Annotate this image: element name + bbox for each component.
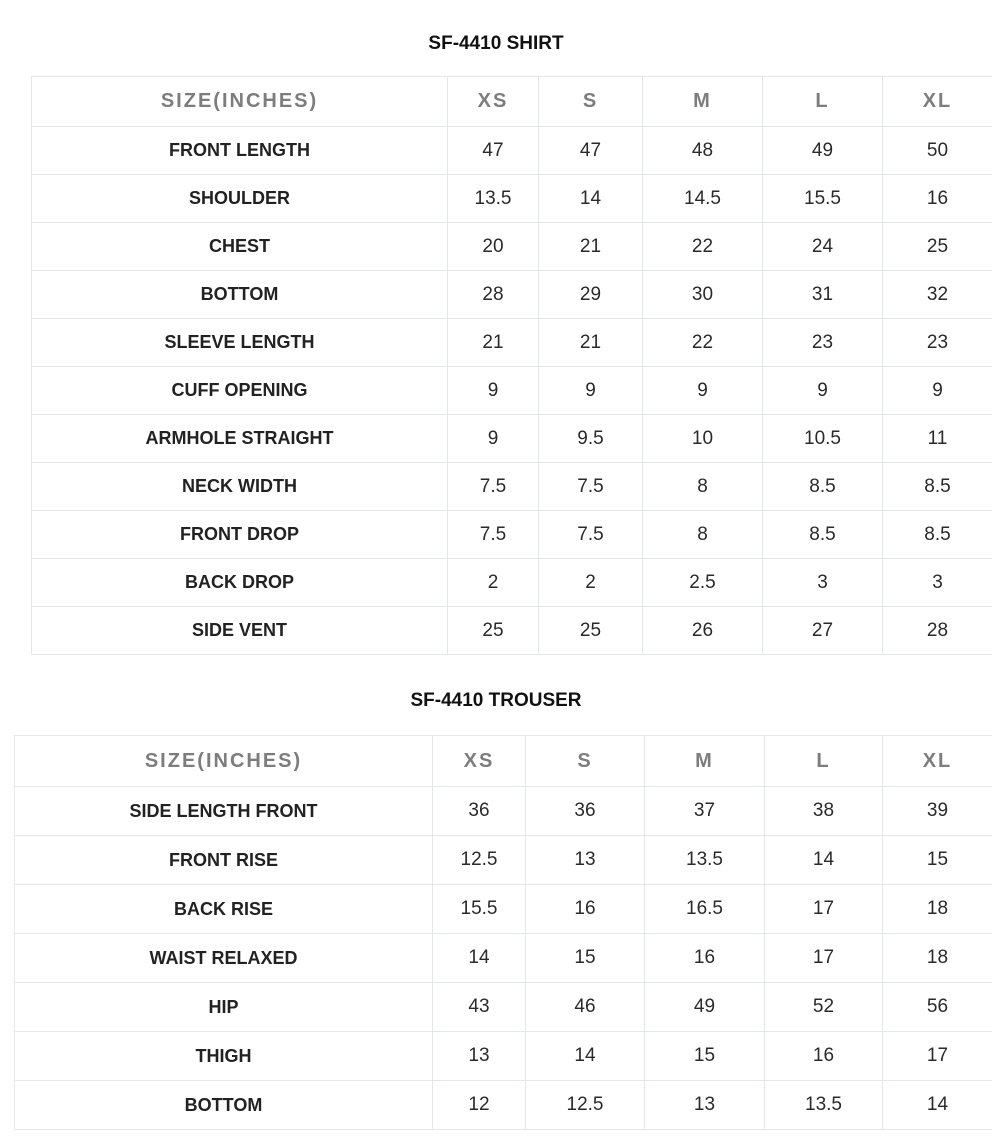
measurement-value: 9	[448, 367, 539, 415]
measurement-value: 21	[448, 319, 539, 367]
measurement-value: 43	[433, 983, 526, 1032]
measurement-value: 7.5	[448, 463, 539, 511]
measurement-value: 9	[643, 367, 763, 415]
measurement-value: 14	[526, 1032, 645, 1081]
measurement-value: 7.5	[448, 511, 539, 559]
measurement-label: NECK WIDTH	[32, 463, 448, 511]
measurement-value: 32	[883, 271, 992, 319]
size-column-header: SIZE(INCHES)	[32, 77, 448, 127]
measurement-value: 13.5	[645, 836, 765, 885]
measurement-value: 36	[433, 787, 526, 836]
measurement-value: 20	[448, 223, 539, 271]
measurement-value: 17	[765, 934, 883, 983]
measurement-value: 48	[643, 127, 763, 175]
measurement-value: 23	[883, 319, 992, 367]
measurement-value: 15	[883, 836, 992, 885]
measurement-value: 16	[645, 934, 765, 983]
table-row	[32, 559, 992, 607]
measurement-label: SHOULDER	[32, 175, 448, 223]
measurement-value: 28	[448, 271, 539, 319]
measurement-label: ARMHOLE STRAIGHT	[32, 415, 448, 463]
measurement-value: 14	[765, 836, 883, 885]
measurement-value: 16	[883, 175, 992, 223]
table-row	[15, 1081, 992, 1130]
table-row	[15, 934, 992, 983]
measurement-label: BOTTOM	[15, 1081, 433, 1130]
table-row	[15, 836, 992, 885]
measurement-value: 25	[448, 607, 539, 655]
measurement-label: HIP	[15, 983, 433, 1032]
size-header-l: L	[765, 736, 883, 787]
measurement-value: 14	[433, 934, 526, 983]
measurement-value: 29	[539, 271, 643, 319]
table-row	[32, 607, 992, 655]
measurement-value: 27	[763, 607, 883, 655]
trouser-size-table	[14, 735, 992, 1130]
measurement-value: 2	[448, 559, 539, 607]
table-row	[15, 885, 992, 934]
measurement-value: 37	[645, 787, 765, 836]
measurement-value: 47	[539, 127, 643, 175]
measurement-value: 31	[763, 271, 883, 319]
measurement-value: 18	[883, 934, 992, 983]
size-header-s: S	[526, 736, 645, 787]
measurement-value: 52	[765, 983, 883, 1032]
trouser-title: SF-4410 TROUSER	[410, 690, 582, 711]
trouser-header-row	[15, 736, 992, 787]
measurement-value: 18	[883, 885, 992, 934]
measurement-value: 14.5	[643, 175, 763, 223]
measurement-value: 10	[643, 415, 763, 463]
measurement-value: 21	[539, 223, 643, 271]
measurement-value: 30	[643, 271, 763, 319]
measurement-value: 8.5	[883, 463, 992, 511]
measurement-value: 12.5	[526, 1081, 645, 1130]
measurement-value: 26	[643, 607, 763, 655]
table-row	[32, 223, 992, 271]
measurement-value: 28	[883, 607, 992, 655]
measurement-label: FRONT RISE	[15, 836, 433, 885]
measurement-value: 3	[763, 559, 883, 607]
table-row	[15, 787, 992, 836]
table-row	[32, 367, 992, 415]
table-row	[32, 319, 992, 367]
table-row	[32, 415, 992, 463]
measurement-value: 14	[883, 1081, 992, 1130]
measurement-value: 13.5	[765, 1081, 883, 1130]
measurement-value: 47	[448, 127, 539, 175]
measurement-label: THIGH	[15, 1032, 433, 1081]
measurement-label: CUFF OPENING	[32, 367, 448, 415]
measurement-value: 22	[643, 319, 763, 367]
measurement-label: CHEST	[32, 223, 448, 271]
table-row	[32, 127, 992, 175]
shirt-header-row	[32, 77, 992, 127]
table-row	[32, 511, 992, 559]
measurement-value: 25	[883, 223, 992, 271]
measurement-label: SIDE VENT	[32, 607, 448, 655]
measurement-value: 17	[765, 885, 883, 934]
measurement-value: 7.5	[539, 511, 643, 559]
table-row	[32, 463, 992, 511]
measurement-value: 8	[643, 463, 763, 511]
size-column-header: SIZE(INCHES)	[15, 736, 433, 787]
measurement-value: 38	[765, 787, 883, 836]
measurement-value: 2.5	[643, 559, 763, 607]
measurement-value: 36	[526, 787, 645, 836]
measurement-value: 9	[883, 367, 992, 415]
measurement-value: 16	[765, 1032, 883, 1081]
measurement-value: 39	[883, 787, 992, 836]
measurement-value: 12	[433, 1081, 526, 1130]
size-header-m: M	[643, 77, 763, 127]
measurement-value: 24	[763, 223, 883, 271]
measurement-value: 22	[643, 223, 763, 271]
measurement-value: 13.5	[448, 175, 539, 223]
measurement-value: 9	[448, 415, 539, 463]
measurement-value: 13	[433, 1032, 526, 1081]
measurement-value: 8.5	[763, 463, 883, 511]
measurement-label: SIDE LENGTH FRONT	[15, 787, 433, 836]
table-row	[32, 175, 992, 223]
size-header-m: M	[645, 736, 765, 787]
measurement-value: 13	[526, 836, 645, 885]
measurement-label: SLEEVE LENGTH	[32, 319, 448, 367]
measurement-value: 16	[526, 885, 645, 934]
measurement-label: WAIST RELAXED	[15, 934, 433, 983]
measurement-value: 56	[883, 983, 992, 1032]
measurement-value: 21	[539, 319, 643, 367]
measurement-value: 8	[643, 511, 763, 559]
measurement-value: 15	[526, 934, 645, 983]
measurement-value: 14	[539, 175, 643, 223]
size-header-xs: XS	[448, 77, 539, 127]
measurement-value: 23	[763, 319, 883, 367]
measurement-value: 12.5	[433, 836, 526, 885]
measurement-value: 25	[539, 607, 643, 655]
measurement-value: 49	[763, 127, 883, 175]
measurement-label: BOTTOM	[32, 271, 448, 319]
measurement-value: 8.5	[883, 511, 992, 559]
measurement-value: 9.5	[539, 415, 643, 463]
size-header-xl: XL	[883, 736, 992, 787]
measurement-value: 2	[539, 559, 643, 607]
table-row	[15, 983, 992, 1032]
measurement-value: 3	[883, 559, 992, 607]
measurement-label: FRONT LENGTH	[32, 127, 448, 175]
size-header-xl: XL	[883, 77, 992, 127]
size-header-s: S	[539, 77, 643, 127]
measurement-value: 7.5	[539, 463, 643, 511]
measurement-value: 15.5	[763, 175, 883, 223]
measurement-value: 13	[645, 1081, 765, 1130]
measurement-value: 50	[883, 127, 992, 175]
measurement-label: BACK RISE	[15, 885, 433, 934]
measurement-value: 15.5	[433, 885, 526, 934]
measurement-value: 17	[883, 1032, 992, 1081]
measurement-value: 49	[645, 983, 765, 1032]
measurement-value: 9	[539, 367, 643, 415]
size-header-l: L	[763, 77, 883, 127]
measurement-value: 9	[763, 367, 883, 415]
shirt-title: SF-4410 SHIRT	[428, 33, 564, 54]
measurement-value: 16.5	[645, 885, 765, 934]
measurement-value: 46	[526, 983, 645, 1032]
measurement-value: 8.5	[763, 511, 883, 559]
size-header-xs: XS	[433, 736, 526, 787]
table-row	[15, 1032, 992, 1081]
measurement-label: FRONT DROP	[32, 511, 448, 559]
measurement-label: BACK DROP	[32, 559, 448, 607]
measurement-value: 11	[883, 415, 992, 463]
measurement-value: 10.5	[763, 415, 883, 463]
measurement-value: 15	[645, 1032, 765, 1081]
shirt-size-table	[31, 76, 992, 655]
table-row	[32, 271, 992, 319]
